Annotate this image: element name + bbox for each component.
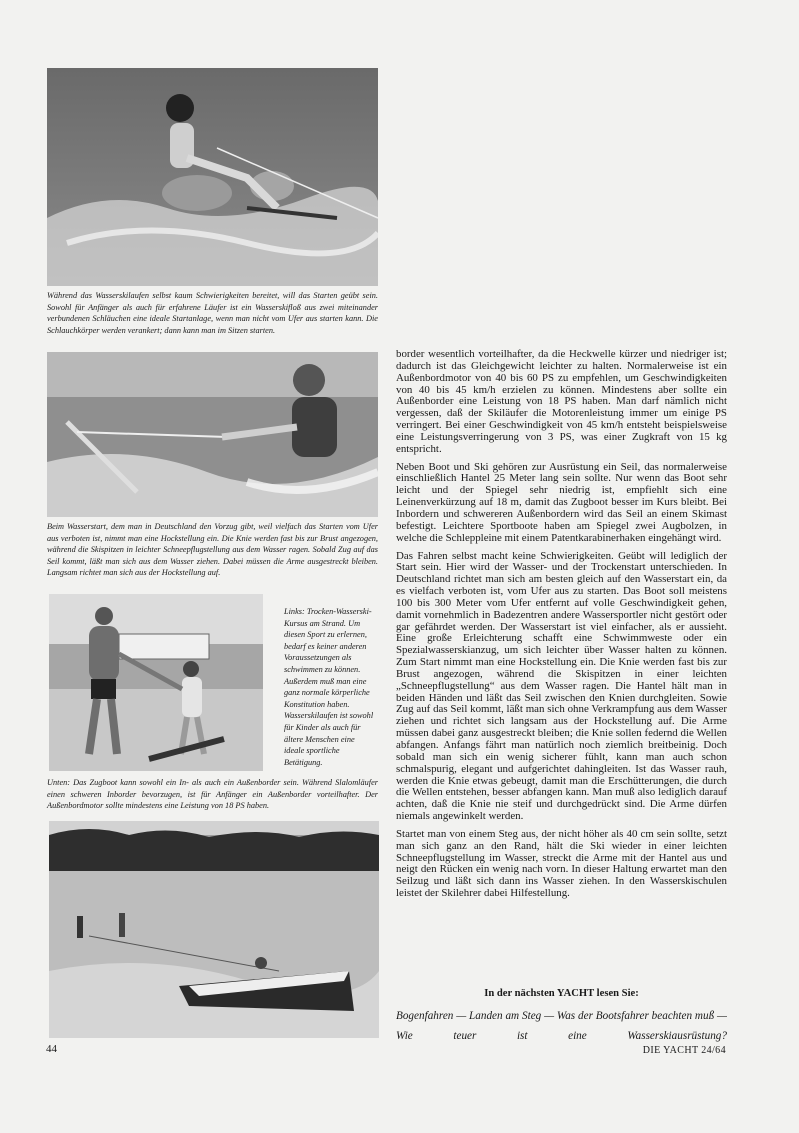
photo-dry-training: [49, 594, 263, 771]
article-body: [396, 349, 727, 906]
photo-tow-boat: [49, 821, 379, 1038]
body-paragraph: Neben Boot und Ski gehören zur Ausrüstung ein Seil, das normalerweise einschließlich Hantel 25 Meter lang sein sollte. Nur wenn das Boot sehr leicht und der Spiegel sehr niedrig ist, empfiehlt sich eine Leinenverkürzung auf 18 m, damit das Zugboot besser im Kurs bleibt. Bei Inbordern und schwereren Außenbordern wird das Seil an einem Skimast befestigt. Leichtere Sportboote haben am Spiegel zwei Augbolzen, in welche die Schleppleine mit einem Patentkarabinerhaken eingehängt wird.: [396, 460, 727, 544]
next-issue-title: In der nächsten YACHT lesen Sie:: [484, 988, 639, 999]
body-paragraph: Das Fahren selbst macht keine Schwierigkeiten. Geübt will lediglich der Start sein. Hier wird der Wasser- und der Trockenstart unterschieden. In Deutschland richtet man sich am besten gleich auf den Wasserstart ein, da es vielfach verboten ist, vom Ufer aus zu starten. Das Boot soll meistens 100 bis 300 Meter vom Ufer entfernt auf volle Geschwindigkeit gehen, damit vornehmlich in Badezentren andere Wassersportler nicht gestört oder gar gefährdet werden. Der Wasserstart ist viel einfacher, als er aussieht. Eine große Erleichterung schafft eine Schwimmweste oder ein Spezialwasserskianzug, um sich leichter über Wasser halten zu können. Zum Start nimmt man eine Hockstellung ein. Die Knie werden fast bis zur Brust angezogen, während die Skispitzen in einer leichten „Schneepflugstellung“ aus dem Wasser ragen. Die Hantel hält man in beiden Händen und läßt das Seil zwischen den Knien durchgleiten. Sowie Zug auf das Seil kommt, läßt man sich ohne Verkrampfung aus dem Wasser ziehen und richtet sich langsam aus der Hockstellung auf. Die Arme müssen dabei ganz ausgestreckt bleiben; die Knie sollen federnd die Wellen abfangen. Anfangs fährt man natürlich noch ziemlich breitbeinig. Doch sobald man sich ein wenig sicherer fühlt, kann man auch schon schmalspurig, elegant und aufgerichtet dahingleiten. Ist das Wasser rauh, werden die Knie etwas gebeugt, damit man die Erschütterungen, die durch die Wellen entstehen, besser abfangen kann. Man muß also lediglich darauf achten, daß die Knie nie steif und durchgedrückt sind. Die Arme dürfen niemals angewinkelt werden.: [396, 549, 727, 823]
photo-water-start: [47, 352, 378, 517]
photo-waterski-raft: [47, 68, 378, 286]
next-issue-text: Bogenfahren — Landen am Steg — Was der Bootsfahrer beachten muß — Wie teuer ist eine Wasserskiausrüstung?: [396, 1010, 727, 1042]
caption-raft: Während das Wasserskilaufen selbst kaum Schwierigkeiten bereitet, will das Starten geübt sein. Sowohl für Anfänger als auch für erfahrene Läufer ist ein Wasserskifloß aus zwei miteinander verbundenen Schläuchen eine ideale Startanlage, wenn man nicht vom Ufer aus starten kann. Die Schlauchkörper werden verankert; dann kann man im Sitzen starten.: [47, 291, 378, 335]
caption-water-start: Beim Wasserstart, dem man in Deutschland den Vorzug gibt, weil vielfach das Starten vom Ufer aus verboten ist, nimmt man eine Hockstellung ein. Die Knie werden fast bis zur Brust angezogen, während die Skispitzen in leichter Schneepflugstellung aus dem Wasser ragen. Sobald Zug auf das Seil kommt, läßt man sich aus dem Wasser ziehen. Dabei müssen die Arme ausgestreckt bleiben. Langsam richtet man sich aus der Hockstellung auf.: [47, 522, 378, 578]
caption-dry-training: Links: Trocken-Wasserski-Kursus am Strand. Um diesen Sport zu erlernen, bedarf es keiner anderen Voraussetzungen als schwimmen zu können. Außerdem muß man eine ganz normale körperliche Konstitution haben. Wasserskilaufen ist sowohl für Kinder als auch für ältere Menschen eine ideale sportliche Betätigung.: [284, 607, 374, 767]
journal-issue: DIE YACHT 24/64: [642, 1045, 726, 1056]
page-number: 44: [46, 1043, 57, 1055]
body-paragraph: Startet man von einem Steg aus, der nicht höher als 40 cm sein sollte, setzt man sich ganz an den Rand, hält die Ski wieder in einer leichten Schneepflugstellung im Wasser, streckt die Arme mit der Hantel aus und neigt den Rücken ein wenig nach vorn. In dieser Haltung erwartet man den Seilzug und läßt sich dann ins Wasser ziehen. In den Wasserskischulen leistet der Skilehrer dabei Hilfestellung.: [396, 827, 727, 900]
body-paragraph: border wesentlich vorteilhafter, da die Heckwelle kürzer und niedriger ist; dadurch ist das Gleichgewicht leichter zu halten. Normalerweise ist ein Außenbordmotor von 40 bis 60 PS zu empfehlen, um Geschwindigkeiten von 40 bis 45 km/h erzielen zu können. Mindestens aber sollte ein Außenborder eine Leistung von 18 PS haben. Man darf nämlich nicht vergessen, daß der Skiläufer die Motorenleistung immer um einige PS verringert. Bei einer Geschwindigkeit von 45 km/h entsteht beispielsweise eine Leistungsverringerung von 3 PS, was einer Zugkraft von 15 kg entspricht.: [396, 348, 727, 455]
caption-tow-boat: Unten: Das Zugboot kann sowohl ein In- als auch ein Außenborder sein. Während Slalomläufer einen schweren Inborder bevorzugen, ist für Anfänger ein Außenborder vorteilhafter. Der Außenbordmotor sollte mindestens eine Leistung von 18 PS haben.: [47, 778, 378, 811]
